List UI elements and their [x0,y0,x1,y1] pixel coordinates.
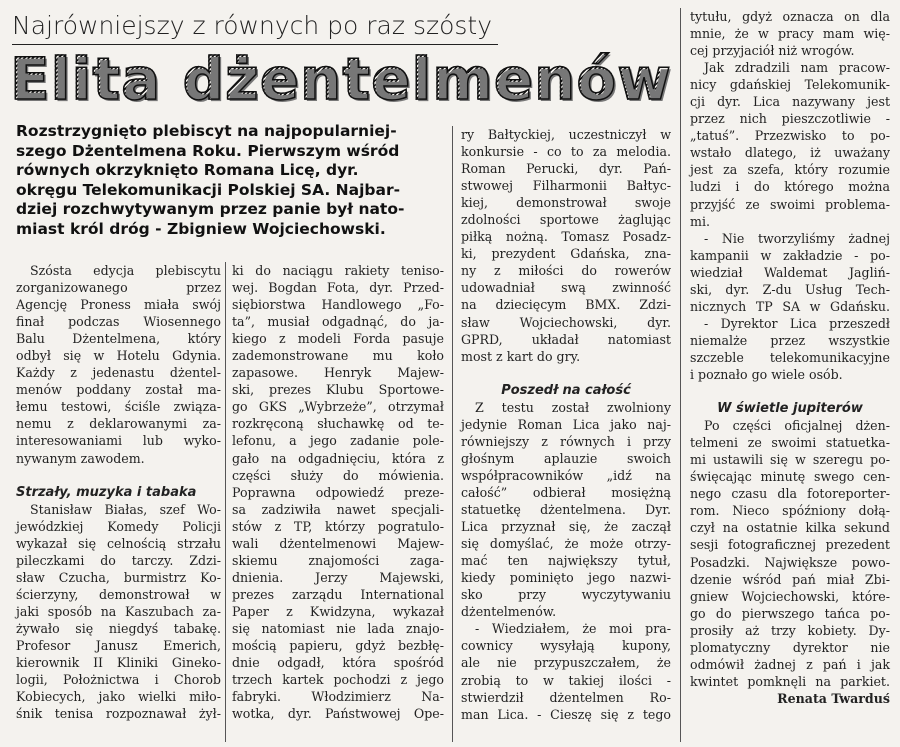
body-line: sa zadziwiła nawet specjali- [232,501,444,517]
body-line: fabryki. Włodzimierz Na- [232,689,444,705]
body-line: rom. Nieco spóźniony dołą- [690,503,890,519]
body-line: man Lica. - Cieszę się z tego [461,706,671,722]
body-line: dnienia. Jerzy Majewski, [232,569,444,585]
body-line: trzech kartek pochodzi z jego [232,672,444,688]
body-line: ski, prezes Klubu Sportowe- [232,382,444,398]
body-line: Profesor Janusz Emerich, [16,638,221,654]
body-line: wiedział Waldemat Jagliń- [690,264,890,280]
body-line: nego czasu dla fotoreporter- [690,486,890,502]
body-line: prezes zarządu International [232,586,444,602]
body-line: zademonstrowane mu koło [232,348,444,364]
body-line: stwowej Filharmonii Bałtyc- [461,178,671,194]
body-line: Balu Dżentelmena, który [16,331,221,347]
body-line: kwintet pomknęli na parkiet. [690,673,890,689]
body-line: Kobiecych, jako wielki miło- [16,689,221,705]
section-subheading: W świetle jupiterów [717,401,863,417]
article-column-4 [690,8,890,707]
body-line: telmeni ze swoimi statuetka- [690,435,890,451]
body-line: most z kart do gry. [461,348,581,364]
body-line: przyjść ze swoimi problema- [690,196,890,212]
body-line: cej przyjaciół niż wrogów. [690,43,855,59]
body-line: menów poddany został ma- [16,382,221,398]
body-line: Lica przyznał się, że zaczął [461,519,671,535]
body-line: plomatyczny dyrektor nie [690,639,890,655]
body-line: kiedy pominięto jego nazwi- [461,570,671,586]
body-line: Szósta edycja plebiscytu [30,263,221,278]
body-line: go GKS „Wybrzeże”, otrzymał [232,399,444,415]
lead-line: miast król dróg - Zbigniew Wojciechowski. [16,219,386,238]
body-line [690,383,890,400]
body-line: odbył się w Hotelu Gdynia. [16,348,221,364]
body-line: skiemu znajomości zaga- [232,552,444,568]
body-line: przez nich pieszczotliwie - [690,111,890,127]
body-line: zapasowe. Henryk Majew- [232,365,444,381]
body-line: ny z miłości do rowerów [461,263,671,279]
body-line: ta”, musiał odgadnąć, do ja- [232,314,444,330]
section-subheading: Strzały, muzyka i tabaka [16,484,197,500]
lead-line: Rozstrzygnięto plebiscyt na najpopularniej- [16,122,397,140]
body-line: głośnym aplauzie swoich [461,450,671,466]
body-line: statuetkę dżentelmena. Dyr. [461,502,671,518]
body-line: zrobią to w takiej ilości - [461,672,671,688]
body-line: Posadzki. Największe powo- [690,554,890,570]
body-line: interesowaniami lub wyko- [16,433,221,449]
body-line: pileczkami do tarczy. Zdzi- [16,552,221,568]
article-column-2 [232,262,444,722]
body-line: kierownik II Kliniki Gineko- [16,655,221,671]
body-line: i poznało go wiele osób. [690,366,843,382]
body-line: lefonu, a jego zadanie pole- [232,433,444,449]
body-line: stwierdził dżentelmen Ro- [461,689,671,705]
lead-paragraph [16,122,454,240]
body-line: kiej, demonstrował swoje [461,195,671,211]
body-line: żywało się niegdyś tabakę. [16,620,221,636]
body-line: Po części oficjalnej dżen- [704,418,890,434]
body-line: udowadniał swą zwinność [461,280,671,296]
body-line: się natomiast nie lada znajo- [232,620,444,636]
body-line: Jak zdradzili nam pracow- [704,60,890,76]
body-line: dżentelmenów. [461,604,557,620]
column-divider [680,8,681,742]
body-line: Agencję Proness miała swój [16,297,221,313]
body-line: kiego z modeli Forda pasuje [232,331,444,347]
body-line: konkursie - co to za melodia. [461,144,671,160]
body-line: gniew Wojciechowski, które- [690,588,890,604]
body-line: ki do naciągu rakiety teniso- [232,263,444,278]
body-line: - Nie tworzyliśmy żadnej [704,230,890,246]
body-line: niemalże przez wszystkie [690,332,890,348]
body-line: wej. Bogdan Fota, dyr. Przed- [232,280,444,296]
body-line: jedynie Roman Lica jako naj- [461,416,671,432]
body-line: wali dżentelmenowi Majew- [232,535,444,551]
body-line: mością papieru, gdyż bezbłę- [232,638,444,654]
body-line: kampanii w zakładzie - po- [690,247,890,263]
body-line: nywanym zawodem. [16,450,145,466]
article-column-1 [16,262,221,722]
body-line: Z testu został zwolniony [475,399,671,415]
headline: Elita dżentelmenów [10,45,672,113]
body-line: piłką nożną. Tomasz Posadz- [461,229,671,245]
body-line: gało na odgadnięciu, która z [232,450,444,466]
body-line: się domyślać, że może otrzy- [461,536,671,552]
body-line: siębiorstwa Handlowego „Fo- [232,297,444,313]
column-divider [452,126,453,742]
body-line: szczeble telekomunikacyjne [690,349,890,365]
body-line: logii, Położnictwa i Chorob [16,672,221,688]
body-line: święcając minutę swego cen- [690,469,890,485]
body-line: jaki sposób na Kaszubach za- [16,603,221,619]
body-line: Roman Perucki, dyr. Pań- [461,161,671,177]
body-line: łemu testowi, ściśle związa- [16,399,221,415]
body-line: sław Wojciechowski, dyr. [461,314,671,330]
body-line: całość” odbierał mosiężną [461,484,671,500]
body-line: go do pierwszego tańca po- [690,605,890,621]
body-line: ski, dyr. Z-du Usług Tech- [690,281,890,297]
body-line: cownicy wysyłają kupony, [461,638,671,654]
lead-line: dziej rozchwytywanym przez panie był nato- [16,200,405,219]
body-line [461,365,671,382]
body-line: Stanisław Białas, szef Wo- [30,501,221,517]
body-line: nicznych TP SA w Gdańsku. [690,298,890,314]
body-line: - Wiedziałem, że moi pra- [475,621,671,637]
lead-line: okręgu Telekomunikacji Polskiej SA. Najbar- [16,180,401,199]
body-line: wstało dlatego, iż uważany [690,145,890,161]
body-line: ale nie przypuszczałem, że [461,655,671,671]
body-line: Każdy z jedenastu dżentel- [16,365,221,381]
body-line: sko przy wyczytywaniu [461,587,671,603]
body-line: wykazał się celnością strzału [16,535,221,551]
body-line: GPRD, układał natomiast [461,331,671,347]
body-line: zorganizowanego przez [16,280,221,296]
body-line: jest za szefa, który rozumie [690,162,890,178]
body-line: prosiły aż trzy kobiety. Dy- [690,622,890,638]
body-line: współpracowników „idź na [461,467,671,483]
body-line: sesji fotograficznej prezedent [690,537,890,553]
article-column-3 [461,126,671,723]
body-line: cji dyr. Lica nazywany jest [690,94,890,110]
body-line: dzenie wśród pań miał Zbi- [690,571,890,587]
body-line: finał podczas Wiosennego [16,314,221,330]
body-line: ki, prezydent Gdańska, zna- [461,246,671,262]
body-line: czył na ostatnie kilka sekund [690,520,890,536]
body-line: ry Bałtyckiej, uczestniczył w [461,127,671,142]
body-line: mi. [690,213,710,229]
body-line: wotka, dyr. Państwowej Ope- [232,706,444,722]
body-line: równiejszy z równych i przy [461,433,671,449]
body-line: tytułu, gdyż oznacza on dla [690,9,890,24]
body-line: dnie odgadł, która spośród [232,655,444,671]
body-line: nemu z deklarowanymi za- [16,416,221,432]
body-line: ludzi i do którego można [690,179,890,195]
author-signature: Renata Twarduś [777,690,890,706]
body-line: Paper z Kwidzyna, wykazał [232,603,444,619]
body-line: mnie, że w pracy mam wię- [690,26,890,42]
body-line: na dziecięcym BMX. Zdzi- [461,297,671,313]
body-line: ścierzyny, demonstrował w [16,586,221,602]
kicker: Najrówniejszy z równych po raz szósty [12,12,498,45]
body-line: rozkręconą słuchawkę od te- [232,416,444,432]
section-subheading: Poszedł na całość [501,382,631,398]
body-line: jewódzkiej Komedy Policji [16,518,221,534]
lead-line: szego Dżentelmena Roku. Pierwszym wśród [16,141,400,160]
body-line: - Dyrektor Lica przeszedł [704,315,890,331]
body-line: odmówił żadnej z pań i jak [690,656,890,672]
body-line: Poprawna odpowiedź preze- [232,484,444,500]
lead-line: równych okrzyknięto Romana Licę, dyr. [16,161,359,180]
body-line: zdolności sportowe żaglując [461,212,671,228]
body-line: mać ten największy tytuł, [461,553,671,569]
body-line: sław Czucha, burmistrz Ko- [16,569,221,585]
body-line: części służy do mówienia. [232,467,444,483]
body-line: nicy gdańskiej Telekomunik- [690,77,890,93]
column-divider [225,262,226,742]
body-line: śnik tenisa rozpoznawał żył- [16,706,221,722]
body-line: mi ustawili się w szeregu po- [690,452,890,468]
body-line: „tatuś”. Przezwisko to po- [690,128,890,144]
body-line [16,467,221,484]
body-line: stów z TP, którzy pogratulo- [232,518,444,534]
